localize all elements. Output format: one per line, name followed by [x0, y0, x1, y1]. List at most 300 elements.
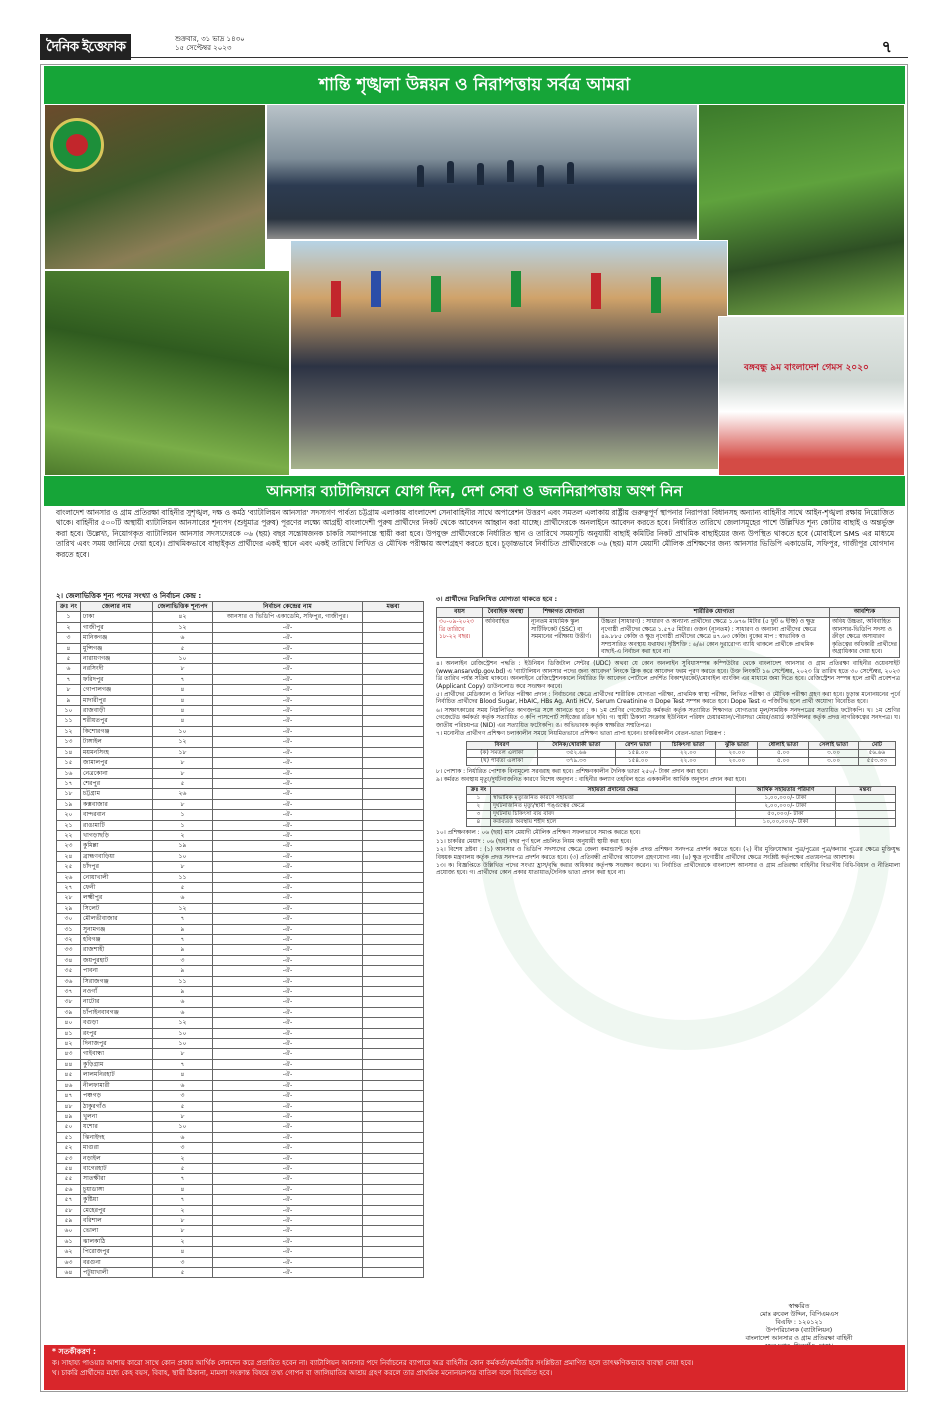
selection-center: -ঐ-	[213, 1111, 363, 1121]
col-district: জেলার নাম	[81, 602, 153, 612]
table-row	[57, 789, 424, 799]
remark	[363, 643, 424, 653]
selection-center: -ঐ-	[213, 1268, 363, 1278]
remark	[363, 726, 424, 736]
district-name: মাদারীপুর	[81, 695, 153, 705]
grant-col: মন্তব্য	[836, 787, 896, 795]
district-serial: ৫২	[57, 1143, 81, 1153]
table-row	[57, 851, 424, 861]
district-vacancy: ৮	[153, 1049, 213, 1059]
selection-center: -ঐ-	[213, 987, 363, 997]
remark	[363, 1163, 424, 1173]
grant-cell	[836, 795, 896, 803]
district-name: জামালপুর	[81, 758, 153, 768]
date-bangla: শুক্রবার, ৩১ ভাদ্র ১৪৩০	[175, 35, 245, 43]
district-name: বগুড়া	[81, 1018, 153, 1028]
district-serial: ৬	[57, 664, 81, 674]
table-row	[57, 862, 424, 872]
district-vacancy: ৮	[153, 758, 213, 768]
remark	[363, 830, 424, 840]
flag	[331, 281, 341, 317]
table-row	[467, 795, 896, 803]
selection-center: -ঐ-	[213, 1184, 363, 1194]
selection-center: -ঐ-	[213, 768, 363, 778]
table-row	[57, 1174, 424, 1184]
terms-block-1	[436, 661, 900, 738]
district-table-title: ২। জেলাভিত্তিক শূন্য পদের সংখ্যা ও নির্বাচন কেন্দ্র :	[56, 592, 202, 600]
district-vacancy: ৭	[153, 1059, 213, 1069]
pay-cell: (খ) পার্বত্য এলাকা	[467, 757, 538, 765]
district-vacancy: ৭	[153, 1174, 213, 1184]
remark	[363, 1184, 424, 1194]
district-vacancy: ৬	[153, 893, 213, 903]
pay-cell: ২২.০০	[661, 757, 716, 765]
district-name: বাগেরহাট	[81, 1163, 153, 1173]
district-serial: ২৫	[57, 862, 81, 872]
selection-center: -ঐ-	[213, 1070, 363, 1080]
district-name: ফেনী	[81, 882, 153, 892]
district-name: গাইবান্ধা	[81, 1049, 153, 1059]
district-vacancy: ৫	[153, 778, 213, 788]
remark	[363, 997, 424, 1007]
district-vacancy: ১	[153, 820, 213, 830]
remark	[363, 841, 424, 851]
district-serial: ২৬	[57, 872, 81, 882]
remark	[363, 820, 424, 830]
remark	[363, 966, 424, 976]
para-documents: ৬। সাক্ষাৎকারের সময় নিম্নলিখিত কাগজপত্র সঙ্গে আনতে হবে : ক। ১ম শ্রেণির গেজেটেড কর্মকর্তা কর্তৃক সত্যায়িত শিক্ষাগত যোগ্যতার মূল/সাময়িক সনদপত্রের সত্যায়িত ফটোকপি। খ। ১ম শ্রেণির গেজেটেড কর্মকর্তা কর্তৃক সত্যায়িত ৩ কপি পাসপোর্ট সাইজের রঙিন ছবি। গ। স্থায়ী ঠিকানা সংক্রান্ত ইউনিয়ন পরিষদ চেয়ারম্যান/পৌরসভা মেয়র/ওয়ার্ড কাউন্সিলর কর্তৃক প্রদত্ত নাগরিকত্বের সনদপত্র। ঘ। জাতীয় পরিচয়পত্র (NID) এর সত্যায়িত ফটোকপি। ঙ। অভিভাবক কর্তৃক স্বাক্ষরিত সম্মতিপত্র।	[436, 707, 900, 729]
district-vacancy: ২	[153, 1205, 213, 1215]
top-banner: শান্তি শৃঙ্খলা উন্নয়ন ও নিরাপত্তায় সর্বত্র আমরা	[44, 66, 905, 104]
selection-center: -ঐ-	[213, 872, 363, 882]
table-row	[57, 726, 424, 736]
district-name: কুমিল্লা	[81, 841, 153, 851]
district-serial: ১৬	[57, 768, 81, 778]
selection-center: -ঐ-	[213, 820, 363, 830]
district-vacancy: ৪	[153, 706, 213, 716]
pay-col: রেশন ভাতা	[615, 741, 660, 749]
table-row	[467, 749, 896, 757]
photo-march-parade	[266, 104, 698, 240]
table-row	[57, 1049, 424, 1059]
pay-cell: ৫.০০	[758, 749, 809, 757]
qual-physical: উচ্চতা (সাধারণ) : সাধারণ ও অন্যান্য প্রার্থীদের ক্ষেত্রে ১.৬৭৬ মিটার (৫ ফুট ৬ ইঞ্চি) ও ক্ষুদ্র নৃগোষ্ঠী প্রার্থীদের ক্ষেত্রে ১.৫৭৫ মিটার। ওজন (ন্যূনতম) : সাধারণ ও অন্যান্য প্রার্থীদের ক্ষেত্রে ৪৯.৮৮৫ কেজি ও ক্ষুদ্র নৃগোষ্ঠী প্রার্থীদের ক্ষেত্রে ৪৭.৬৩ কেজি। বুকের মাপ : স্বাভাবিক ও সম্প্রসারিত অবস্থায় যথাযথ। দৃষ্টিশক্তি : ৬/৬। কোন দুরারোগ্য ব্যাধি থাকলে প্রার্থীকে প্রাথমিক বাছাই-এ নির্বাচন করা হবে না।	[599, 618, 830, 658]
district-name: নোয়াখালী	[81, 872, 153, 882]
pay-cell: ৫৬.৬৬	[858, 749, 895, 757]
col-center: নির্বাচন কেন্দ্রের নাম	[213, 602, 363, 612]
table-row	[57, 633, 424, 643]
remark	[363, 1153, 424, 1163]
district-name: ফরিদপুর	[81, 674, 153, 684]
pay-cell: ৩.০০	[809, 749, 858, 757]
table-row	[57, 1257, 424, 1267]
district-name: সাতক্ষীরা	[81, 1174, 153, 1184]
district-serial: ১৫	[57, 758, 81, 768]
remark	[363, 976, 424, 986]
table-row	[57, 1018, 424, 1028]
pay-col: চিকিৎসা ভাতা	[661, 741, 716, 749]
district-serial: ৪৭	[57, 1091, 81, 1101]
selection-center: -ঐ-	[213, 1101, 363, 1111]
intro-paragraph: বাংলাদেশ আনসার ও গ্রাম প্রতিরক্ষা বাহিনীর সুশৃঙ্খল, দক্ষ ও কর্মঠ 'ব্যাটালিয়ন আনসার' সদস্যগণ পার্বত্য চট্টগ্রাম এলাকায় বাংলাদেশ সেনাবাহিনীর সাথে অপারেশন উত্তরণ এবং সমতল এলাকায় রাষ্ট্রীয় গুরুত্বপূর্ণ স্থাপনার নিরাপত্তা বিধানসহ অন্যান্য বাহিনীর সাথে আইন-শৃঙ্খলা রক্ষায় নিয়োজিত থাকে। বাহিনীর ৫০০টি অস্থায়ী ব্যাটালিয়ন আনসারের শূন্যপদ (শুধুমাত্র পুরুষ) পূরণের লক্ষ্যে আগ্রহী বাংলাদেশী পুরুষ প্রার্থীদের নিকট থেকে আবেদন আহ্বান করা যাচ্ছে। প্রার্থীদেরকে অনলাইনে আবেদন করতে হবে। নির্ধারিত তারিখে জেলাসমূহের পাশে উল্লিখিত শূন্য কোটায় বাছাই ও অন্তর্ভুক্ত করা হবে। উল্লেখ্য, নিয়োগকৃত ব্যাটালিয়ন আনসার সদস্যদেরকে ০৬ (ছয়) বছর সন্তোষজনক চাকরি সমাপনান্তে স্থায়ী করা হবে। উপযুক্ত প্রার্থীদেরকে নির্ধারিত স্থান ও তারিখে সময়সূচি অনুযায়ী বাছাই কমিটির নিকট প্রাথমিক বাছাইয়ের জন্য উপস্থিত থাকতে হবে (মোবাইলে SMS এর মাধ্যমে তারিখ এবং সময় জানিয়ে দেয়া হবে)। প্রাথমিকভাবে বাছাইকৃত প্রার্থীদের একই স্থানে এবং একই তারিখে লিখিত ও মৌখিক পরীক্ষায় অংশগ্রহণ করতে হবে। চূড়ান্তভাবে নির্বাচিত প্রার্থীদেরকে ০৬ (ছয়) মাস মেয়াদী মৌলিক প্রশিক্ষণের জন্য আনসার ভিডিপি একাডেমি, সফিপুর, গাজীপুর যোগদান করতে হবে।	[56, 508, 894, 559]
district-serial: ৪২	[57, 1039, 81, 1049]
remark	[363, 654, 424, 664]
district-name: মানিকগঞ্জ	[81, 633, 153, 643]
table-row	[57, 674, 424, 684]
district-vacancy: ৫	[153, 882, 213, 892]
remark	[363, 1059, 424, 1069]
district-name: ময়মনসিংহ	[81, 747, 153, 757]
selection-center: -ঐ-	[213, 726, 363, 736]
table-row	[57, 695, 424, 705]
remark	[363, 945, 424, 955]
district-vacancy: ৮	[153, 664, 213, 674]
signatory-title: উপপরিচালক (ব্যাটালিয়ন)	[765, 1327, 833, 1334]
table-row	[57, 966, 424, 976]
right-column	[436, 594, 900, 879]
troop-figure	[417, 165, 424, 187]
district-vacancy: ১২	[153, 622, 213, 632]
table-row	[57, 1059, 424, 1069]
district-vacancy: ১০	[153, 726, 213, 736]
selection-center: -ঐ-	[213, 997, 363, 1007]
district-serial: ৪১	[57, 1028, 81, 1038]
qual-col-education: শিক্ষাগত যোগ্যতা	[529, 608, 599, 618]
remark	[363, 758, 424, 768]
district-serial: ৫৯	[57, 1215, 81, 1225]
grant-cell: ৪	[467, 819, 491, 827]
table-header-row	[467, 787, 896, 795]
district-name: নওগাঁ	[81, 987, 153, 997]
remark	[363, 716, 424, 726]
remark	[363, 737, 424, 747]
district-serial: ৩৫	[57, 966, 81, 976]
remark	[363, 862, 424, 872]
district-vacancy: ৪	[153, 716, 213, 726]
remark	[363, 987, 424, 997]
table-row	[57, 914, 424, 924]
remark	[363, 1111, 424, 1121]
grant-cell: স্বাভাবিক মৃত্যুজনিত কারণে সহায়তা	[491, 795, 736, 803]
district-vacancy: ১১	[153, 872, 213, 882]
district-name: নীলফামারী	[81, 1080, 153, 1090]
table-row	[57, 1007, 424, 1017]
pay-col: সেলাই ভাতা	[809, 741, 858, 749]
district-vacancy: ১৮	[153, 747, 213, 757]
district-serial: ৬১	[57, 1236, 81, 1246]
qual-education: ন্যূনতম মাধ্যমিক স্কুল সার্টিফিকেট (SSC) বা সমমানের পরীক্ষায় উত্তীর্ণ।	[529, 618, 599, 658]
remark	[363, 893, 424, 903]
district-serial: ৪৬	[57, 1080, 81, 1090]
district-name: ভোলা	[81, 1226, 153, 1236]
warning-line: খ। চাকরি প্রার্থীদের মধ্যে কেহ বয়স, বিবাহ, স্থায়ী ঠিকানা, মামলা সংক্রান্ত বিষয়ে তথ্য গোপন বা জালিয়াতির আশ্রয় গ্রহণ করলে তার প্রাথমিক মনোনয়নপত্র বাতিল বলে বিবেচিত হবে।	[52, 1369, 553, 1377]
district-name: দিনাজপুর	[81, 1039, 153, 1049]
district-name: চাঁপাইনবাবগঞ্জ	[81, 1007, 153, 1017]
para-special-note: ১২। বিশেষ দ্রষ্টব্য : (১) আনসার ও ভিডিপি সদস্যদের ক্ষেত্রে জেলা কমান্ড্যান্ট কর্তৃক প্রদত্ত প্রশিক্ষণ সনদপত্র প্রদর্শন করতে হবে। (২) বীর মুক্তিযোদ্ধার পুত্র/পুত্রের পুত্র/কন্যার পুত্রের ক্ষেত্রে মুক্তিযুদ্ধ বিষয়ক মন্ত্রণালয় কর্তৃক প্রদত্ত সনদপত্র প্রদর্শন করতে হবে। (৩) প্রতিবন্ধী প্রার্থীদের আবেদন গ্রহণযোগ্য নয়। (৪) ক্ষুদ্র নৃগোষ্ঠীর প্রার্থীদের ক্ষেত্রে সংশ্লিষ্ট কর্তৃপক্ষের প্রত্যয়নপত্র আবশ্যক।	[436, 847, 900, 861]
district-name: সুনামগঞ্জ	[81, 924, 153, 934]
district-name: নেত্রকোনা	[81, 768, 153, 778]
table-row	[57, 664, 424, 674]
grant-cell	[836, 811, 896, 819]
pay-cell: ৫৫৩.৩৩	[858, 757, 895, 765]
remark	[363, 799, 424, 809]
district-serial: ১৪	[57, 747, 81, 757]
remark	[363, 810, 424, 820]
qual-title: ৩। প্রার্থীদের নিম্নলিখিত যোগ্যতা থাকতে হবে :	[436, 595, 558, 603]
table-row	[57, 1226, 424, 1236]
selection-center: -ঐ-	[213, 810, 363, 820]
district-vacancy: ৮	[153, 862, 213, 872]
selection-center: -ঐ-	[213, 914, 363, 924]
district-name: রাঙামাটি	[81, 820, 153, 830]
selection-center: -ঐ-	[213, 758, 363, 768]
district-name: কিশোরগঞ্জ	[81, 726, 153, 736]
table-row	[57, 935, 424, 945]
district-vacancy: ৪	[153, 1247, 213, 1257]
selection-center: -ঐ-	[213, 778, 363, 788]
qual-age: ৩০-০৯-২০২৩ খ্রি তারিখে ১৮-২২ বছর।	[437, 618, 483, 658]
district-name: গাজীপুর	[81, 622, 153, 632]
pay-table	[466, 741, 896, 766]
table-row	[437, 618, 900, 658]
table-row	[57, 903, 424, 913]
selection-center: -ঐ-	[213, 1091, 363, 1101]
selection-center: -ঐ-	[213, 1153, 363, 1163]
selection-center: -ঐ-	[213, 1143, 363, 1153]
remark	[363, 1101, 424, 1111]
table-row	[57, 1215, 424, 1225]
district-name: রংপুর	[81, 1028, 153, 1038]
table-row	[57, 643, 424, 653]
photo-caption: বঙ্গবন্ধু ৯ম বাংলাদেশ গেমস ২০২০	[744, 363, 869, 373]
district-serial: ৪৩	[57, 1049, 81, 1059]
district-name: চুয়াডাঙ্গা	[81, 1184, 153, 1194]
table-row	[57, 893, 424, 903]
remark	[363, 882, 424, 892]
pay-cell: ৩৫২.৬৬	[537, 749, 615, 757]
district-serial: ৫৪	[57, 1163, 81, 1173]
table-row	[57, 1028, 424, 1038]
remark	[363, 674, 424, 684]
table-row	[57, 976, 424, 986]
signatory-id: বিএফি : ১২০১২১	[775, 1319, 823, 1326]
district-vacancy: ১১	[153, 976, 213, 986]
flag	[651, 277, 661, 313]
remark	[363, 1215, 424, 1225]
district-vacancy: ৫	[153, 643, 213, 653]
pay-cell: ১৫৪.০০	[615, 749, 660, 757]
table-row	[57, 716, 424, 726]
date-english: ১৫ সেপ্টেম্বর ২০২৩	[175, 44, 232, 52]
table-row	[57, 1122, 424, 1132]
pay-col: মোট	[858, 741, 895, 749]
district-serial: ২১	[57, 820, 81, 830]
district-vacancy: ৮	[153, 1215, 213, 1225]
qual-mandatory: অবিধ উচ্চতা, অবিবাহিত আনসার-ভিডিপি সদস্য ও ক্রীড়া ক্ষেত্রে অসাধারণ কৃতিত্বের অধিকারী প্রার্থীদের অগ্রাধিকার দেয়া হবে।	[830, 618, 900, 658]
district-serial: ১	[57, 612, 81, 622]
district-serial: ২৯	[57, 903, 81, 913]
remark	[363, 924, 424, 934]
warning-line: ক। সাহায্য পাওয়ার আশায় কারো সাথে কোন প্রকার আর্থিক লেনদেন করে প্রতারিত হবেন না। ব্যাটালিয়ন আনসার পদে নির্বাচনের ব্যাপারে অত্র বাহিনীর কোন কর্মকর্তা/কর্মচারীর সংশ্লিষ্টতা প্রমাণিত হলে তাৎক্ষণিকভাবে ব্যবস্থা নেয়া হবে।	[52, 1358, 694, 1367]
selection-center: -ঐ-	[213, 945, 363, 955]
district-vacancy: ৭	[153, 674, 213, 684]
district-vacancy: ৪২	[153, 612, 213, 622]
table-row	[57, 768, 424, 778]
selection-center: -ঐ-	[213, 1007, 363, 1017]
para-registration: ৪। অনলাইন রেজিস্ট্রেশন পদ্ধতি : ইউনিয়ন ডিজিটাল সেন্টার (UDC) অথবা যে কোন অনলাইন সুবিধাসম্পন্ন কম্পিউটার থেকে বাংলাদেশ আনসার ও গ্রাম প্রতিরক্ষা বাহিনীর ওয়েবসাইট (www.ansarvdp.gov.bd) এ 'ব্যাটালিয়ন আনসার পদের জন্য আবেদন' লিংকে ক্লিক করে আবেদন ফরম পূরণ করতে হবে। উক্ত লিংকটি ১৬ সেপ্টেম্বর, ২০২৩ খ্রি তারিখ হতে ৩০ সেপ্টেম্বর, ২০২৩ খ্রি তারিখ পর্যন্ত সক্রিয় থাকবে। অনলাইনে রেজিস্ট্রেশনকালে নির্ধারিত ফি আবেদন পোর্টালে প্রদর্শিত বিকাশ/রকেট/মোবাইল ব্যাংকিং এর মাধ্যমে জমা দিতে হবে। রেজিস্ট্রেশন সম্পন্ন হলে প্রার্থী প্রবেশপত্র (Applicant Copy) ডাউনলোড করে সংরক্ষণ করবে।	[436, 661, 900, 690]
selection-center: আনসার ও ভিডিপি একাডেমি, সফিপুর, গাজীপুর।	[213, 612, 363, 622]
selection-center: -ঐ-	[213, 862, 363, 872]
district-vacancy: ৩	[153, 1257, 213, 1267]
selection-center: -ঐ-	[213, 1132, 363, 1142]
district-name: বান্দরবান	[81, 810, 153, 820]
district-serial: ১৩	[57, 737, 81, 747]
selection-center: -ঐ-	[213, 1205, 363, 1215]
district-serial: ২৭	[57, 882, 81, 892]
district-serial: ৫১	[57, 1132, 81, 1142]
page-number: ৭	[881, 37, 892, 56]
district-serial: ৩১	[57, 924, 81, 934]
table-row	[57, 810, 424, 820]
remark	[363, 768, 424, 778]
grant-col: সহায়তা প্রদানের ক্ষেত্র	[491, 787, 736, 795]
pay-col: দৈনিক/খোরাকী ভাতা	[537, 741, 615, 749]
district-name: কুড়িগ্রাম	[81, 1059, 153, 1069]
district-name: যশোর	[81, 1122, 153, 1132]
district-serial: ৪৮	[57, 1101, 81, 1111]
district-name: মাগুরা	[81, 1143, 153, 1153]
selection-center: -ঐ-	[213, 955, 363, 965]
district-vacancy: ৩	[153, 955, 213, 965]
district-serial: ৪৯	[57, 1111, 81, 1121]
district-serial: ১০	[57, 706, 81, 716]
selection-center: -ঐ-	[213, 799, 363, 809]
remark	[363, 1268, 424, 1278]
district-vacancy: ১২	[153, 1018, 213, 1028]
page-header	[40, 32, 908, 58]
district-name: পটুয়াখালী	[81, 1268, 153, 1278]
selection-center: -ঐ-	[213, 882, 363, 892]
remark	[363, 1205, 424, 1215]
pay-cell: ২০.০০	[716, 757, 758, 765]
selection-center: -ঐ-	[213, 966, 363, 976]
district-vacancy: ৪	[153, 685, 213, 695]
district-name: নড়াইল	[81, 1153, 153, 1163]
district-serial: ৩৬	[57, 976, 81, 986]
district-name: ঠাকুরগাঁও	[81, 1101, 153, 1111]
district-vacancy: ৭	[153, 914, 213, 924]
district-vacancy: ৮	[153, 1226, 213, 1236]
district-vacancy: ১০	[153, 1039, 213, 1049]
table-row	[57, 1101, 424, 1111]
district-serial: ৫	[57, 654, 81, 664]
district-table	[56, 601, 424, 1278]
district-vacancy: ১৯	[153, 841, 213, 851]
district-vacancy: ২৬	[153, 789, 213, 799]
selection-center: -ঐ-	[213, 851, 363, 861]
district-serial: ৪	[57, 643, 81, 653]
para-uniform: ৮। পোশাক : নির্ধারিত পোশাক বিনামূল্যে সরবরাহ করা হবে। প্রশিক্ষণকালীন দৈনিক ভাতা ২৫০/- টাকা প্রদান করা হবে।	[436, 768, 708, 775]
remark	[363, 1257, 424, 1267]
selection-center: -ঐ-	[213, 1018, 363, 1028]
table-header-row	[57, 602, 424, 612]
table-row	[57, 1111, 424, 1121]
district-name: পিরোজপুর	[81, 1247, 153, 1257]
grant-col: আর্থিক সহায়তার পরিমাণ	[736, 787, 836, 795]
district-name: চট্টগ্রাম	[81, 789, 153, 799]
remark	[363, 1080, 424, 1090]
district-name: পঞ্চগড়	[81, 1091, 153, 1101]
district-name: ব্রাহ্মণবাড়িয়া	[81, 851, 153, 861]
qual-marital: অবিবাহিত	[483, 618, 529, 658]
district-name: মৌলভীবাজার	[81, 914, 153, 924]
district-serial: ৬৪	[57, 1268, 81, 1278]
remark	[363, 1226, 424, 1236]
remark	[363, 872, 424, 882]
table-row	[57, 882, 424, 892]
table-row	[57, 945, 424, 955]
grant-cell: দুর্ঘটনায় চিকিৎসা ব্যয় বাবদ	[491, 811, 736, 819]
table-row	[57, 830, 424, 840]
district-serial: ৫৮	[57, 1205, 81, 1215]
remark	[363, 1132, 424, 1142]
district-vacancy: ৮	[153, 1111, 213, 1121]
para-medical: ৫। প্রার্থীদের মেডিক্যাল ও লিখিত পরীক্ষা প্রদান : নির্বাচনের ক্ষেত্রে প্রার্থীদের শারীরিক যোগ্যতা পরীক্ষা, প্রাথমিক স্বাস্থ্য পরীক্ষা, লিখিত পরীক্ষা ও মৌখিক পরীক্ষা গ্রহণ করা হবে। চূড়ান্ত মনোনয়নের পূর্বে নির্বাচিত প্রার্থীদের Blood Sugar, HbAIC, HBs Ag, Anti HCV, Serum Creatinine ও Dope Test সম্পন্ন করতে হবে। Dope Test এ পজিটিভ হলে প্রার্থী অযোগ্য বিবেচিত হবে।	[436, 692, 900, 706]
grant-cell: ৫০,০০০/- টাকা	[736, 811, 836, 819]
district-serial: ৫৫	[57, 1174, 81, 1184]
district-name: বরগুনা	[81, 1257, 153, 1267]
district-vacancy: ৬	[153, 1080, 213, 1090]
table-row	[57, 1132, 424, 1142]
pay-col: ঝুঁকি ভাতা	[716, 741, 758, 749]
remark	[363, 1018, 424, 1028]
qual-col-mandatory: আবশ্যিক	[830, 608, 900, 618]
ansar-emblem-icon	[50, 118, 104, 172]
selection-center: -ঐ-	[213, 1028, 363, 1038]
selection-center: -ঐ-	[213, 664, 363, 674]
district-name: রাজশাহী	[81, 945, 153, 955]
terms-block-3	[436, 830, 900, 877]
district-vacancy: ৬	[153, 997, 213, 1007]
district-vacancy: ৩	[153, 1143, 213, 1153]
selection-center: -ঐ-	[213, 976, 363, 986]
troop-figure	[537, 165, 544, 187]
district-vacancy: ৬	[153, 1007, 213, 1017]
district-vacancy: ১	[153, 810, 213, 820]
district-vacancy: ৮	[153, 768, 213, 778]
district-serial: ৬২	[57, 1247, 81, 1257]
table-row	[57, 1163, 424, 1173]
district-vacancy: ৭	[153, 935, 213, 945]
district-serial: ৪০	[57, 1018, 81, 1028]
district-serial: ৩৩	[57, 945, 81, 955]
table-row	[57, 987, 424, 997]
table-header-row	[437, 608, 900, 618]
warning-footer	[44, 1345, 905, 1390]
district-serial: ৫৩	[57, 1153, 81, 1163]
district-vacancy: ৪	[153, 695, 213, 705]
selection-center: -ঐ-	[213, 1059, 363, 1069]
district-vacancy: ১০	[153, 851, 213, 861]
district-name: শরীয়তপুর	[81, 716, 153, 726]
district-vacancy: ৮	[153, 799, 213, 809]
district-vacancy: ৭	[153, 1195, 213, 1205]
selection-center: -ঐ-	[213, 1163, 363, 1173]
district-name: লালমনিরহাট	[81, 1070, 153, 1080]
table-row	[467, 803, 896, 811]
grant-cell: ১,০০,০০০/- টাকা	[736, 795, 836, 803]
table-row	[57, 654, 424, 664]
